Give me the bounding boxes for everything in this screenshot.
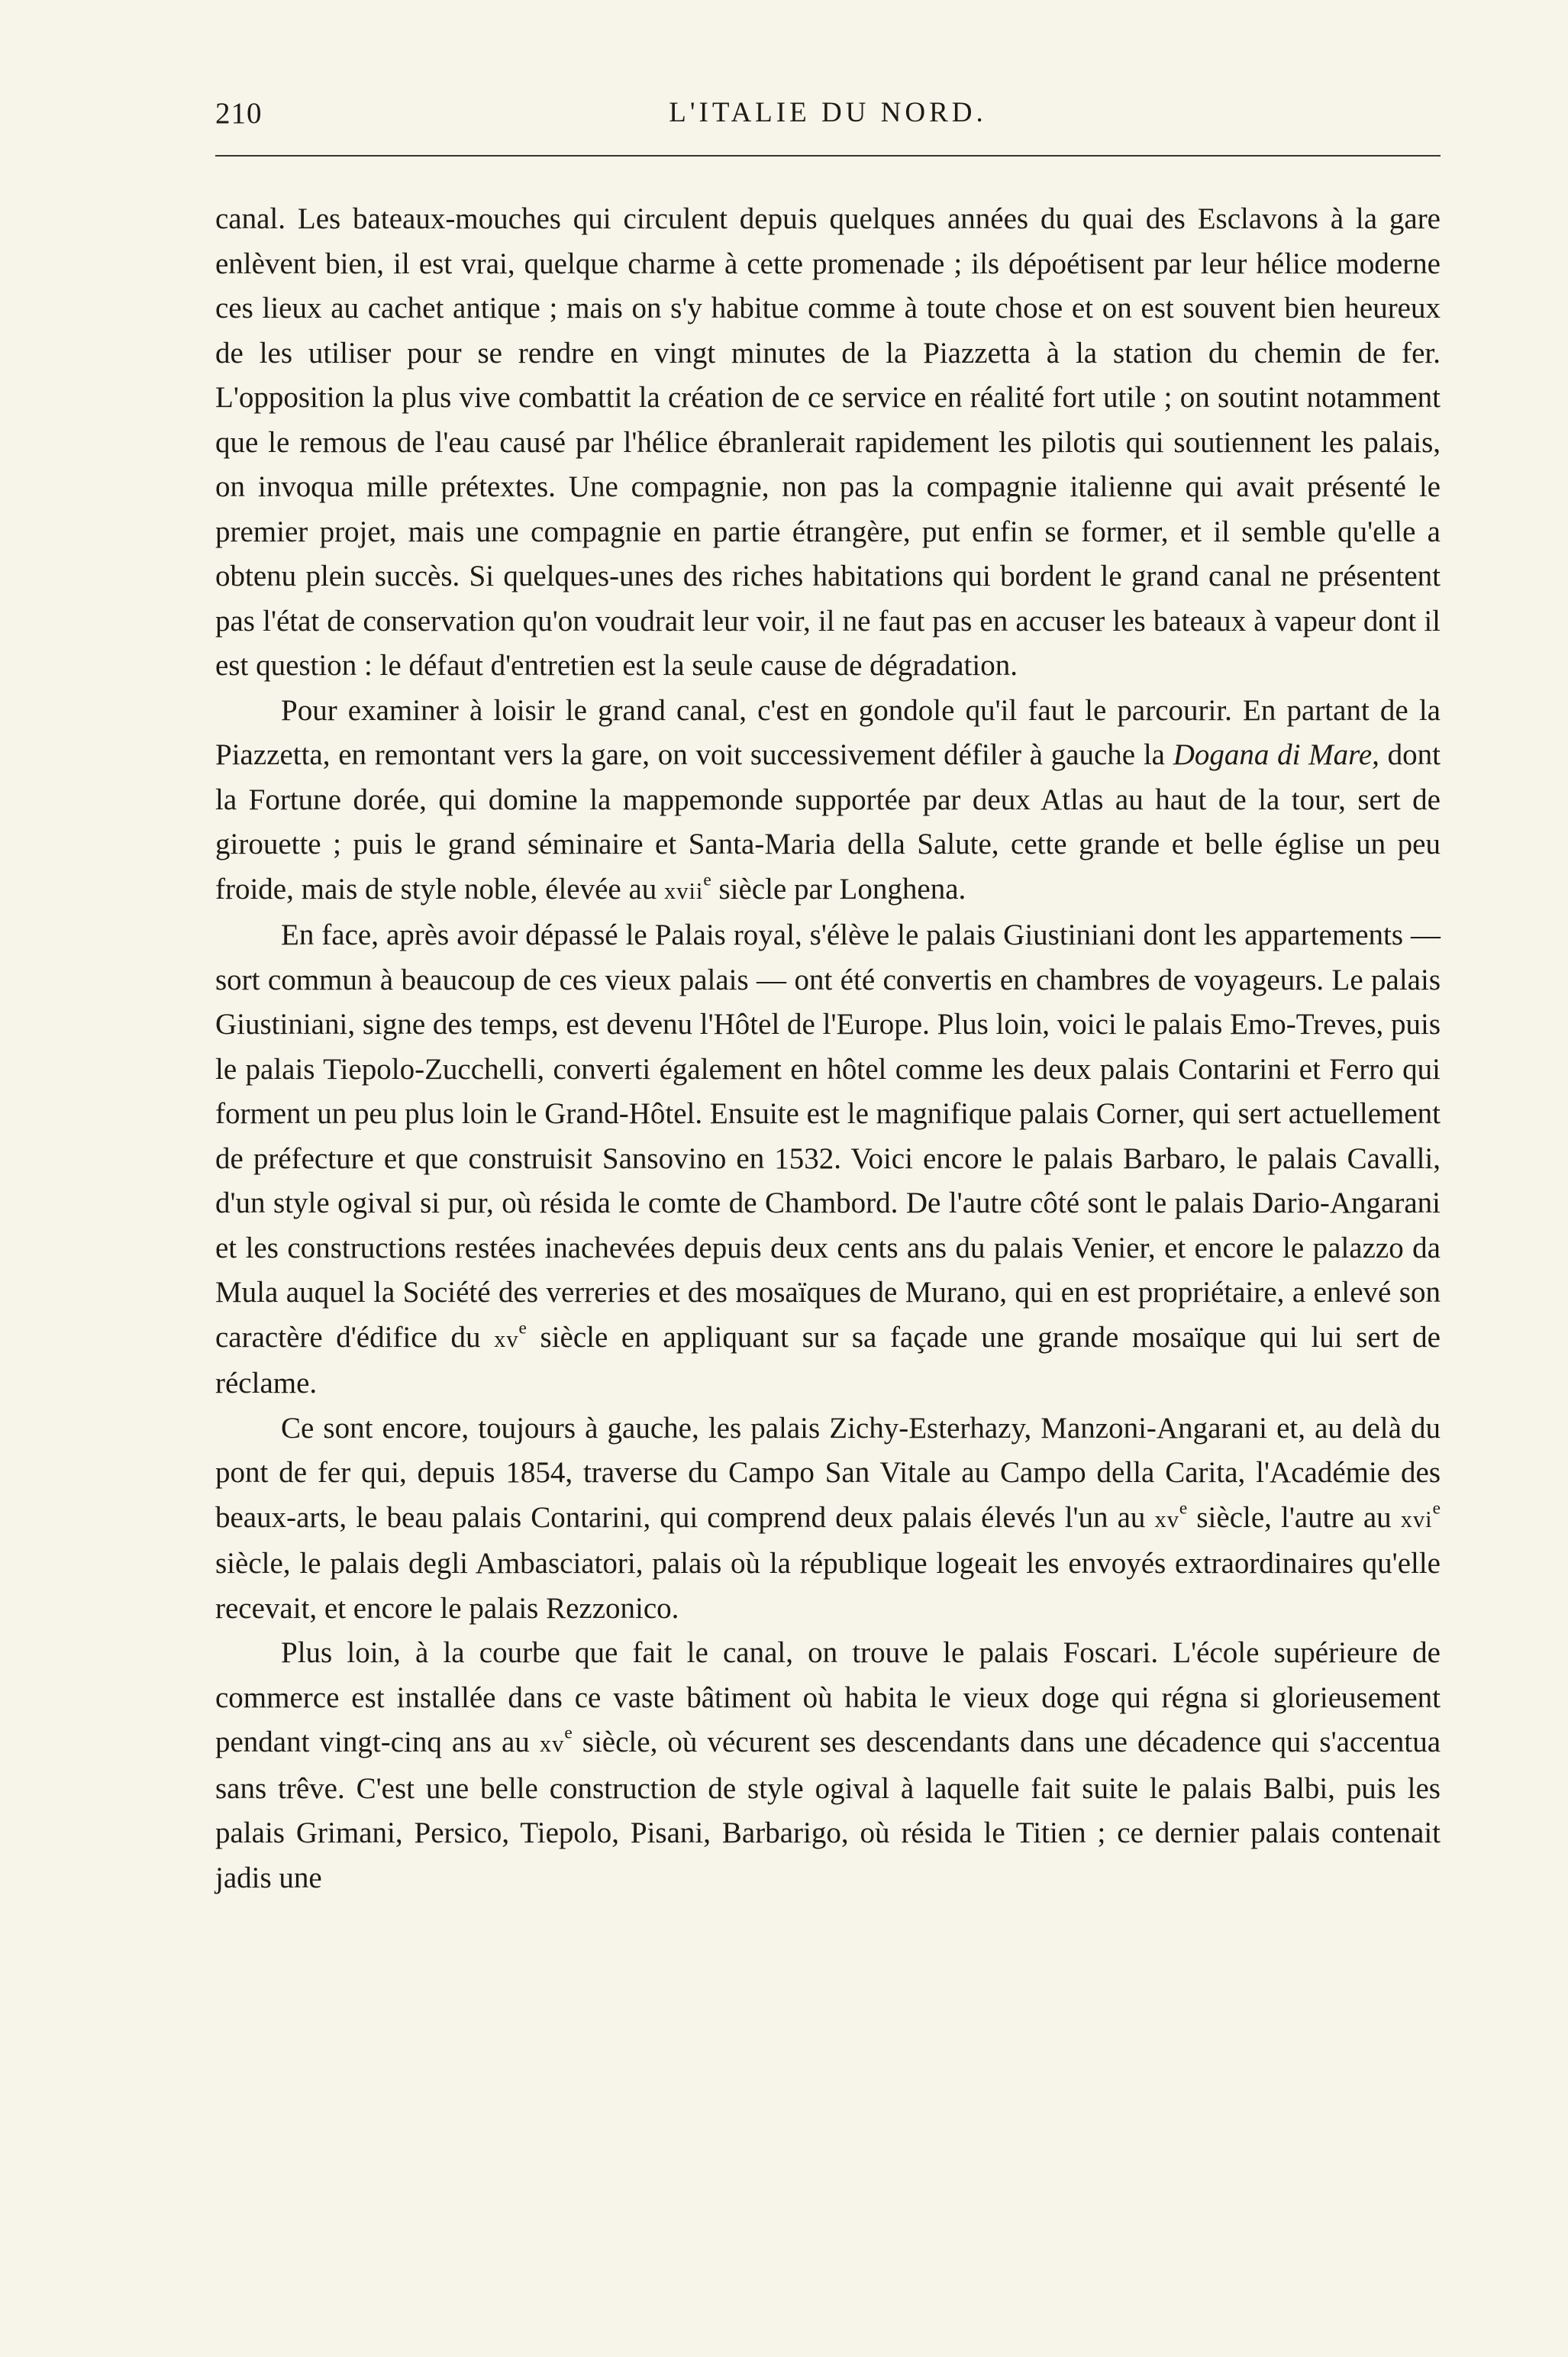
header-rule — [215, 155, 1441, 157]
century-numeral: xvi — [1400, 1506, 1433, 1532]
century-numeral: xvii — [664, 877, 704, 904]
century-numeral: xv — [494, 1325, 519, 1352]
body-text — [215, 197, 1441, 1900]
paragraph-4-text-a: Ce sont encore, toujours à gauche, les palais Zichy-Esterhazy, Manzoni-Angarani et, au delà du pont de fer qui, depuis 1854, traverse du Campo San Vitale au Campo della Carita, l'Académie des beaux-arts, le beau palais Contarini, qui comprend deux palais élevés l'un au — [215, 1411, 1441, 1534]
paragraph-1-text: canal. Les bateaux-mouches qui circulent depuis quelques années du quai des Esclavons à la gare enlèvent bien, il est vrai, quelque charme à cette promenade ; ils dépoétisent par leur hélice moderne ces lieux au cachet antique ; mais on s'y habitue comme à toute chose et on est souvent bien heureux de les utiliser pour se rendre en vingt minutes de la Piazzetta à la station du chemin de fer. L'opposition la plus vive combattit la création de ce service en réalité fort utile ; on soutint notamment que le remous de l'eau causé par l'hélice ébranlerait rapidement les pilotis qui soutiennent les palais, on invoqua mille prétextes. Une compagnie, non pas la compagnie italienne qui avait présenté le premier projet, mais une compagnie en partie étrangère, put enfin se former, et il semble qu'elle a obtenu plein succès. Si quelques-unes des riches habitations qui bordent le grand canal ne présentent pas l'état de conservation qu'on voudrait leur voir, il ne faut pas en accuser les bateaux à vapeur dont il est question : le défaut d'entretien est la seule cause de dégradation. — [215, 202, 1441, 682]
page-number: 210 — [215, 97, 263, 130]
century-superscript: e — [564, 1723, 573, 1743]
italic-place-name: Dogana di Mare, — [1173, 738, 1379, 771]
paragraph-4-text-b: siècle, l'autre au — [1187, 1500, 1401, 1534]
century-numeral: xv — [1154, 1506, 1179, 1532]
paragraph-3-text-b: siècle en appliquant sur sa façade une grande mosaïque qui lui sert de réclame. — [215, 1320, 1441, 1400]
paragraph-2 — [215, 689, 1441, 914]
paragraph-2-text-c: siècle par Longhena. — [711, 872, 966, 906]
paragraph-1 — [215, 197, 1441, 689]
running-title: L'ITALIE DU NORD. — [669, 97, 987, 128]
century-superscript: e — [1179, 1497, 1188, 1518]
paragraph-5-text-b: siècle, où vécurent ses descendants dans une décadence qui s'accentua sans trêve. C'est une belle construction de style ogival à laquelle fait suite le palais Balbi, puis les palais Grimani, Persico, Tiepolo, Pisani, Barbarigo, où résida le Titien ; ce dernier palais contenait jadis une — [215, 1726, 1441, 1894]
paragraph-3 — [215, 913, 1441, 1406]
paragraph-4-text-c: siècle, le palais degli Ambasciatori, palais où la république logeait les envoyés extraordinaires qu'elle recevait, et encore le palais Rezzonico. — [215, 1547, 1441, 1625]
paragraph-3-text-a: En face, après avoir dépassé le Palais royal, s'élève le palais Giustiniani dont les appartements — sort commun à beaucoup de ces vieux palais — ont été convertis en chambres de voyageurs. Le palais Giustiniani, signe des temps, est devenu l'Hôtel de l'Europe. Plus loin, voici le palais Emo-Treves, puis le palais Tiepolo-Zucchelli, converti également en hôtel comme les deux palais Contarini et Ferro qui forment un peu plus loin le Grand-Hôtel. Ensuite est le magnifique palais Corner, qui sert actuellement de préfecture et que construisit Sansovino en 1532. Voici encore le palais Barbaro, le palais Cavalli, d'un style ogival si pur, où résida le comte de Chambord. De l'autre côté sont le palais Dario-Angarani et les constructions restées inachevées depuis deux cents ans du palais Venier, et encore le palazzo da Mula auquel la Société des verreries et des mosaïques de Murano, qui en est propriétaire, a enlevé son caractère d'édifice du — [215, 919, 1441, 1354]
paragraph-4 — [215, 1406, 1441, 1632]
paragraph-2-text-b: dont la Fortune dorée, qui domine la mappemonde supportée par deux Atlas au haut de la tour, sert de girouette ; puis le grand séminaire et Santa-Maria della Salute, cette grande et belle église un peu froide, mais de style noble, élevée au — [215, 738, 1441, 906]
century-numeral: xv — [539, 1731, 565, 1757]
paragraph-5-text-a: Plus loin, à la courbe que fait le canal, on trouve le palais Foscari. L'école supérieure de commerce est installée dans ce vaste bâtiment où habita le vieux doge qui régna si glorieusement pendant vingt-cinq ans au — [215, 1636, 1441, 1758]
paragraph-5 — [215, 1631, 1441, 1900]
century-superscript: e — [518, 1317, 527, 1338]
century-superscript: e — [703, 869, 711, 890]
page-header — [215, 96, 1441, 134]
century-superscript: e — [1432, 1497, 1441, 1518]
paragraph-2-text-a: Pour examiner à loisir le grand canal, c'est en gondole qu'il faut le parcourir. En partant de la Piazzetta, en remontant vers la gare, on voit successivement défiler à gauche la — [215, 693, 1441, 771]
